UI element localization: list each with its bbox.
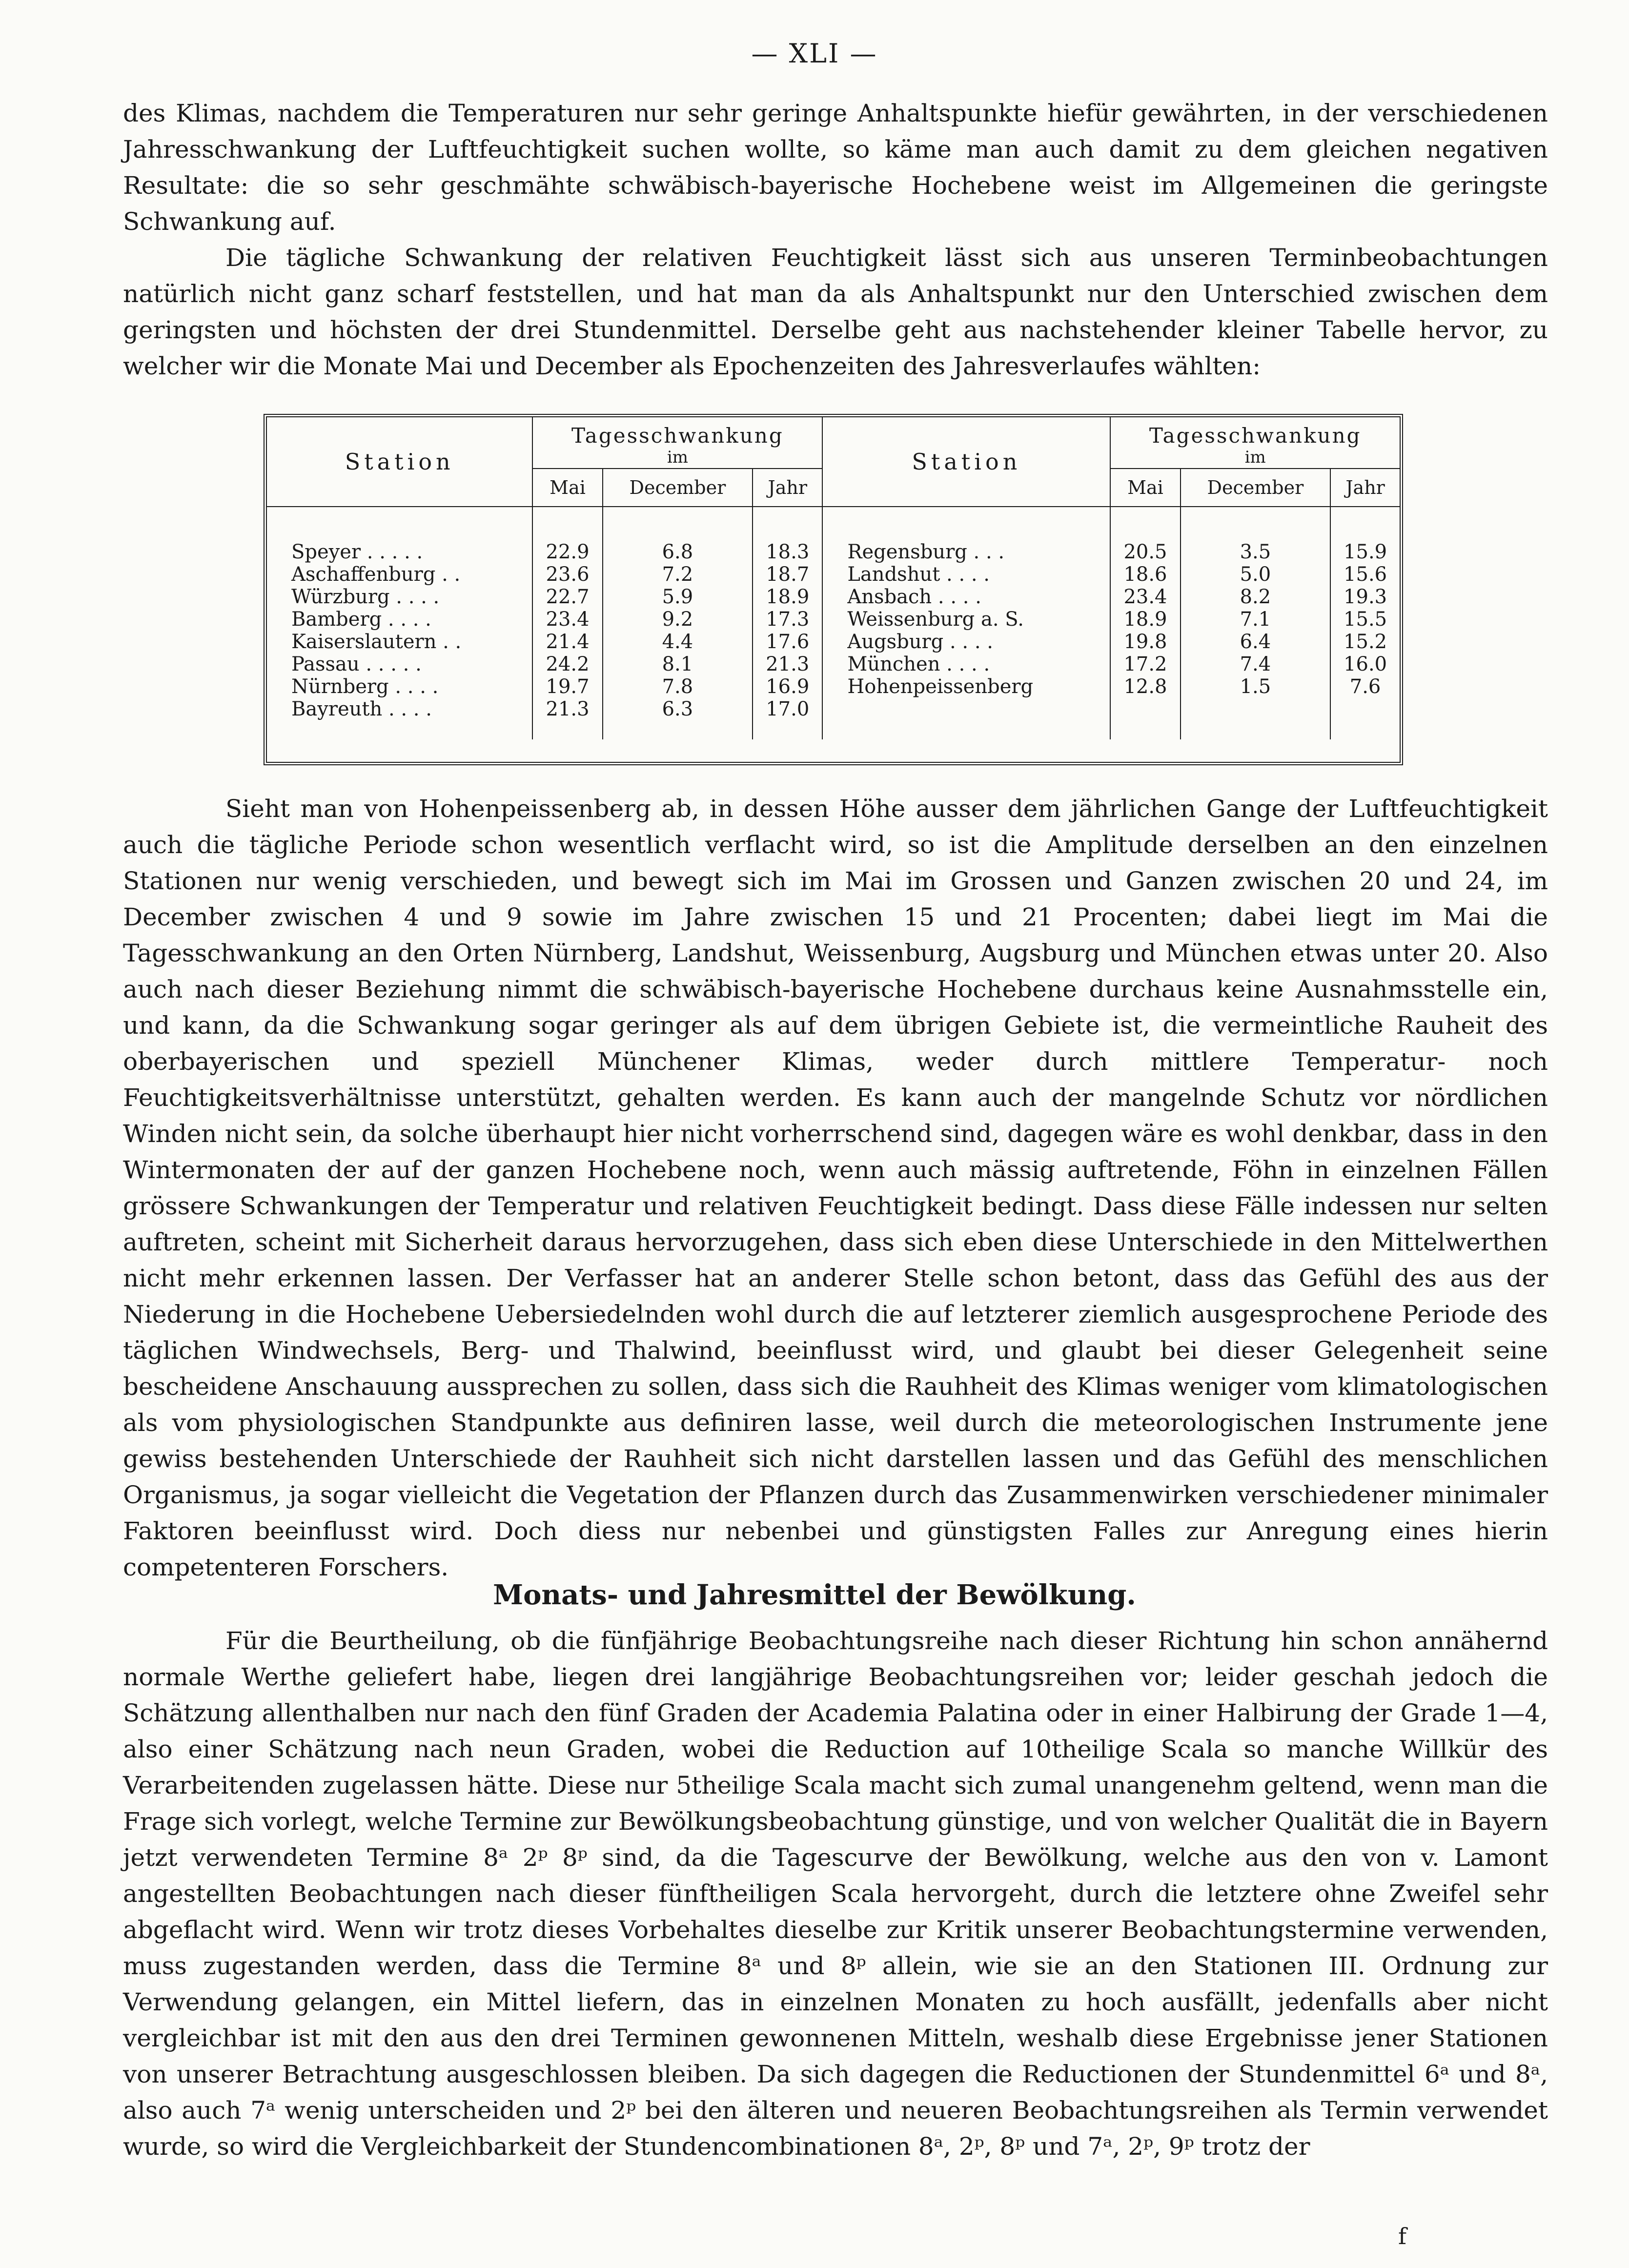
station-name: Regensburg . . . xyxy=(822,507,1110,563)
daily-fluctuation-table xyxy=(264,414,1403,765)
cell-jahr xyxy=(1330,698,1400,739)
paragraph-2: Die tägliche Schwankung der relativen Feuchtigkeit lässt sich aus unseren Terminbeobachtungen natürlich nicht ganz scharf feststellen, und hat man da als Anhaltspunkt nur den Unterschied zwischen dem geringsten und höchsten der drei Stundenmittel. Derselbe geht aus nachstehender kleiner Tabelle hervor, zu welcher wir die Monate Mai und December als Epochenzeiten des Jahresverlaufes wählten: xyxy=(123,244,1548,380)
cell-mai: 20.5 xyxy=(1110,507,1180,563)
cell-jahr: 19.3 xyxy=(1344,586,1387,608)
paragraph-1: des Klimas, nachdem die Temperaturen nur sehr geringe Anhaltspunkte hiefür gewährten, in der verschiedenen Jahresschwankung der Luftfeuchtigkeit suchen wollte, so käme man auch damit zu dem gleichen negativen Resultate: die so sehr geschmähte schwäbisch-bayerische Hochebene weist im Allgemeinen die geringste Schwankung auf. xyxy=(123,99,1548,236)
station-name: Aschaffenburg . . xyxy=(267,563,532,586)
table-row xyxy=(267,507,1400,563)
cell-december: 1.5 xyxy=(1181,675,1331,698)
col-december-right: December xyxy=(1181,469,1331,507)
page-number: — XLI — xyxy=(751,38,878,69)
cell-december: 8.1 xyxy=(603,653,753,675)
cell-december: 7.4 xyxy=(1181,653,1331,675)
station-header-left: Station xyxy=(267,417,532,507)
cell-mai: 23.4 xyxy=(532,608,602,631)
cell-december: 5.0 xyxy=(1181,563,1331,586)
station-name: Kaiserslautern . . xyxy=(267,631,532,653)
group-sub-left: im xyxy=(667,448,688,467)
station-name: Landshut . . . . xyxy=(822,563,1110,586)
cell-jahr: 17.0 xyxy=(753,698,822,739)
station-name: Passau . . . . . xyxy=(267,653,532,675)
cell-jahr: 18.7 xyxy=(753,563,822,586)
cell-december xyxy=(1181,698,1331,739)
station-name: Weissenburg a. S. xyxy=(822,608,1110,631)
cell-jahr: 15.2 xyxy=(1344,631,1387,653)
cell-mai: 19.7 xyxy=(532,675,602,698)
col-jahr-right: Jahr xyxy=(1330,469,1400,507)
cell-december: 9.2 xyxy=(603,608,753,631)
cell-jahr: 7.6 xyxy=(1349,675,1381,698)
cell-december: 7.1 xyxy=(1181,608,1331,631)
group-sub-right: im xyxy=(1244,448,1266,467)
cell-mai: 12.8 xyxy=(1110,675,1180,698)
group-header-left xyxy=(532,417,822,469)
station-name: Nürnberg . . . . xyxy=(267,675,532,698)
col-jahr-left: Jahr xyxy=(753,469,822,507)
cell-jahr: 17.3 xyxy=(753,608,822,631)
cell-jahr: 18.9 xyxy=(753,586,822,608)
cell-jahr: 18.3 xyxy=(753,507,822,563)
station-header-right: Station xyxy=(822,417,1110,507)
data-table xyxy=(267,417,1400,739)
group-title-left: Tagesschwankung xyxy=(571,424,784,448)
table-row xyxy=(267,698,1400,739)
table-row xyxy=(267,631,1400,653)
cell-december: 7.8 xyxy=(603,675,753,698)
station-name: Bayreuth . . . . xyxy=(267,698,532,739)
cell-mai: 23.6 xyxy=(532,563,602,586)
cell-jahr: 21.3 xyxy=(753,653,822,675)
paragraph-4: Für die Beurtheilung, ob die fünfjährige Beobachtungsreihe nach dieser Richtung hin schon annähernd normale Werthe geliefert habe, liegen drei langjährige Beobachtungsreihen vor; leider geschah jedoch die Schätzung allenthalben nur nach den fünf Graden der Academia Palatina oder in einer Halbirung der Grade 1—4, also einer Schätzung nach neun Graden, wobei die Reduction auf 10theilige Scala so manche Willkür des Verarbeitenden zugelassen hätte. Diese nur 5theilige Scala macht sich zumal unangenehm geltend, wenn man die Frage sich vorlegt, welche Termine zur Bewölkungsbeobachtung günstige, und von welcher Qualität die in Bayern jetzt verwendeten Termine 8ᵃ 2ᵖ 8ᵖ sind, da die Tagescurve der Bewölkung, welche aus den von v. Lamont angestellten Beobachtungen nach dieser fünftheiligen Scala hervorgeht, durch die letztere ohne Zweifel sehr abgeflacht wird. Wenn wir trotz dieses Vorbehaltes dieselbe zur Kritik unserer Beobachtungstermine verwenden, muss zugestanden werden, dass die Termine 8ᵃ und 8ᵖ allein, wie sie an den Stationen III. Ordnung zur Verwendung gelangen, ein Mittel liefern, das in einzelnen Monaten zu hoch ausfällt, jedenfalls aber nicht vergleichbar ist mit den aus den drei Terminen gewonnenen Mitteln, weshalb diese Ergebnisse jener Stationen von unserer Betrachtung ausgeschlossen bleiben. Da sich dagegen die Reductionen der Stundenmittel 6ᵃ und 8ᵃ, also auch 7ᵃ wenig unterscheiden und 2ᵖ bei den älteren und neueren Beobachtungsreihen als Termin verwendet wurde, so wird die Vergleichbarkeit der Stundencombinationen 8ᵃ, 2ᵖ, 8ᵖ und 7ᵃ, 2ᵖ, 9ᵖ trotz der xyxy=(123,1627,1548,2161)
cell-jahr: 15.6 xyxy=(1344,563,1387,586)
cell-jahr: 15.5 xyxy=(1344,608,1387,631)
col-mai-right: Mai xyxy=(1110,469,1180,507)
cell-december: 6.4 xyxy=(1181,631,1331,653)
table-row xyxy=(267,675,1400,698)
table-row xyxy=(267,563,1400,586)
cell-jahr: 16.0 xyxy=(1344,653,1387,675)
col-mai-left: Mai xyxy=(532,469,602,507)
cell-mai: 21.4 xyxy=(532,631,602,653)
cell-mai: 19.8 xyxy=(1110,631,1180,653)
top-text xyxy=(123,95,1548,384)
paragraph-3: Sieht man von Hohenpeissenberg ab, in dessen Höhe ausser dem jährlichen Gange der Luftfeuchtigkeit auch die tägliche Periode schon wesentlich verflacht wird, so ist die Amplitude derselben an den einzelnen Stationen nur wenig verschieden, und bewegt sich im Mai im Grossen und Ganzen zwischen 20 und 24, im December zwischen 4 und 9 sowie im Jahre zwischen 15 und 21 Procenten; dabei liegt im Mai die Tagesschwankung an den Orten Nürnberg, Landshut, Weissenburg, Augsburg und München etwas unter 20. Also auch nach dieser Beziehung nimmt die schwäbisch-bayerische Hochebene durchaus keine Ausnahmsstelle ein, und kann, da die Schwankung sogar geringer als auf dem übrigen Gebiete ist, die vermeintliche Rauheit des oberbayerischen und speziell Münchener Klimas, weder durch mittlere Temperatur- noch Feuchtigkeitsverhältnisse unterstützt, gehalten werden. Es kann auch der mangelnde Schutz vor nördlichen Winden nicht sein, da solche überhaupt hier nicht vorherrschend sind, dagegen wäre es wohl denkbar, dass in den Wintermonaten der auf der ganzen Hochebene noch, wenn auch mässig auftretende, Föhn in einzelnen Fällen grössere Schwankungen der Temperatur und relativen Feuchtigkeit bedingt. Dass diese Fälle indessen nur selten auftreten, scheint mit Sicherheit daraus hervorzugehen, dass sich eben diese Unterschiede in den Mittelwerthen nicht mehr erkennen lassen. Der Verfasser hat an anderer Stelle schon betont, dass das Gefühl des aus der Niederung in die Hochebene Uebersiedelnden wohl durch die auf letzterer ziemlich ausgesprochene Periode des täglichen Windwechsels, Berg- und Thalwind, beeinflusst wird, und glaubt bei dieser Gelegenheit seine bescheidene Anschauung aussprechen zu sollen, dass sich die Rauhheit des Klimas weniger vom klimatologischen als vom physiologischen Standpunkte aus definiren lasse, weil durch die meteorologischen Instrumente jene gewiss bestehenden Unterschiede der Rauhheit sich nicht darstellen lassen und das Gefühl des menschlichen Organismus, ja sogar vielleicht die Vegetation der Pflanzen durch das Zusammenwirken verschiedener minimaler Faktoren beeinflusst wird. Doch diess nur nebenbei und günstigsten Falles zur Anregung eines hierin competenteren Forschers. xyxy=(123,795,1548,1581)
group-title-right: Tagesschwankung xyxy=(1149,424,1362,448)
station-name: Speyer . . . . . xyxy=(267,507,532,563)
cell-jahr: 17.6 xyxy=(753,631,822,653)
cell-december: 4.4 xyxy=(603,631,753,653)
signature-mark: f xyxy=(1398,2223,1407,2249)
station-name: Ansbach . . . . xyxy=(822,586,1110,608)
station-name: Augsburg . . . . xyxy=(822,631,1110,653)
cell-december: 8.2 xyxy=(1181,586,1331,608)
station-name: Hohenpeissenberg xyxy=(822,675,1110,698)
table-row xyxy=(267,586,1400,608)
middle-text xyxy=(123,791,1548,1585)
cell-december: 6.3 xyxy=(603,698,753,739)
cell-december: 5.9 xyxy=(603,586,753,608)
table-row xyxy=(267,653,1400,675)
cell-december: 7.2 xyxy=(603,563,753,586)
section-heading: Monats- und Jahresmittel der Bewölkung. xyxy=(493,1579,1136,1611)
station-name: Bamberg . . . . xyxy=(267,608,532,631)
cell-mai: 18.9 xyxy=(1110,608,1180,631)
group-header-right xyxy=(1110,417,1400,469)
cell-mai: 18.6 xyxy=(1110,563,1180,586)
cell-mai: 23.4 xyxy=(1110,586,1180,608)
station-name: München . . . . xyxy=(822,653,1110,675)
cell-jahr: 16.9 xyxy=(753,675,822,698)
col-december-left: December xyxy=(603,469,753,507)
cell-jahr: 15.9 xyxy=(1344,541,1387,563)
cell-mai: 24.2 xyxy=(532,653,602,675)
table-row xyxy=(267,608,1400,631)
station-name: Würzburg . . . . xyxy=(267,586,532,608)
cell-mai xyxy=(1110,698,1180,739)
cell-december: 3.5 xyxy=(1181,507,1331,563)
cell-mai: 17.2 xyxy=(1110,653,1180,675)
cell-mai: 21.3 xyxy=(532,698,602,739)
cell-mai: 22.9 xyxy=(532,507,602,563)
bottom-text xyxy=(123,1623,1548,2165)
cell-mai: 22.7 xyxy=(532,586,602,608)
cell-december: 6.8 xyxy=(603,507,753,563)
station-name xyxy=(822,698,1110,739)
